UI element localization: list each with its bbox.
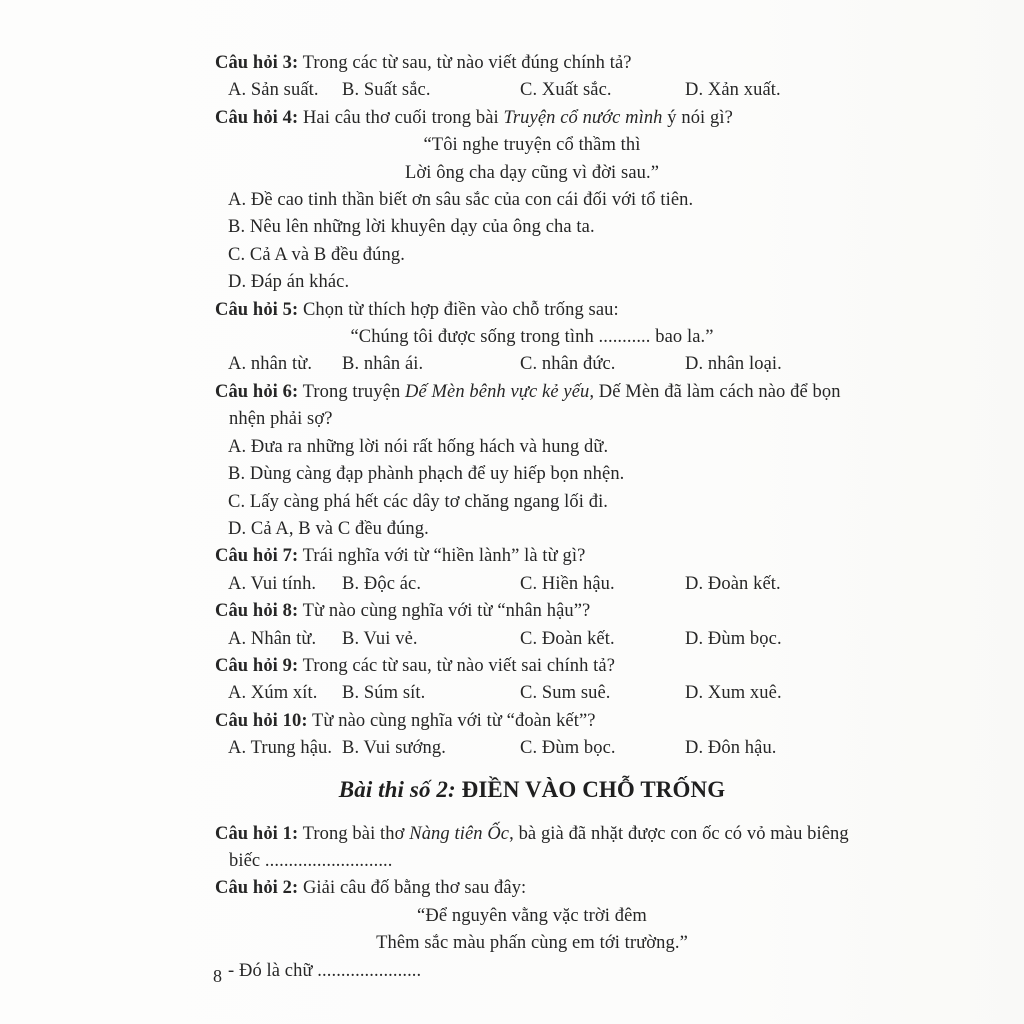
answer-option: D. Đôn hậu.: [685, 738, 777, 759]
question-6-option-a: A. Đưa ra những lời nói rất hống hách và hung dữ.: [228, 436, 609, 457]
answer-option: C. Hiền hậu.: [520, 573, 615, 594]
question-9: [215, 653, 849, 680]
answer-option: D. nhân loại.: [685, 354, 782, 375]
answer-option: C. Sum suê.: [520, 683, 611, 704]
poem-line: Thêm sắc màu phấn cùng em tới trường.”: [376, 933, 688, 954]
answer-option: B. Độc ác.: [342, 573, 422, 594]
answer-option: A. Trung hậu.: [228, 738, 333, 759]
text-segment: Trong bài thơ: [298, 823, 410, 844]
question-7: [215, 543, 849, 570]
question-label: Câu hỏi 8:: [215, 601, 299, 622]
question-label: Câu hỏi 2:: [215, 878, 299, 899]
question-10: [215, 708, 849, 735]
question-6-option-c: C. Lấy càng phá hết các dây tơ chăng ngang lối đi.: [228, 491, 609, 512]
answer-option: B. Súm sít.: [342, 683, 426, 704]
answer-option: D. Đùm bọc.: [685, 628, 782, 649]
question-9-options: [215, 680, 849, 707]
question-label: Bài thi số 2:: [338, 776, 456, 802]
answer-option: A. nhân từ.: [228, 354, 313, 375]
answer-option: A. Xúm xít.: [228, 683, 318, 704]
page-number: 8: [213, 966, 222, 986]
text-segment: Dế Mèn bênh vực kẻ yếu,: [405, 381, 595, 402]
text-segment: Giải câu đố bằng thơ sau đây:: [298, 878, 527, 899]
part2-question-1: [215, 821, 849, 876]
text-segment: Trái nghĩa với từ “hiền lành” là từ gì?: [298, 546, 586, 567]
text-segment: ý nói gì?: [662, 107, 733, 128]
answer-option: A. Sản suất.: [228, 80, 319, 101]
question-3: [215, 50, 849, 77]
text-segment: Từ nào cùng nghĩa với từ “nhân hậu”?: [298, 601, 591, 622]
question-4-option-d: D. Đáp án khác.: [228, 272, 350, 293]
section-heading: [215, 775, 849, 805]
answer-option: C. nhân đức.: [520, 354, 616, 375]
text-segment: , bà già đã nhặt được con ốc có vỏ màu biêng biếc ...........................: [229, 823, 849, 871]
answer-option: C. Xuất sắc.: [520, 80, 612, 101]
answer-option: C. Đoàn kết.: [520, 628, 615, 649]
text-segment: Truyện cổ nước mình: [503, 107, 663, 128]
question-label: Câu hỏi 7:: [215, 546, 299, 567]
question-5: [215, 297, 849, 324]
question-label: Câu hỏi 4:: [215, 107, 299, 128]
question-4-option-b: B. Nêu lên những lời khuyên dạy của ông cha ta.: [228, 217, 595, 238]
question-3-options: [215, 77, 849, 104]
question-6-option-d: D. Cả A, B và C đều đúng.: [228, 518, 429, 539]
question-4: [215, 105, 849, 132]
question-6: [215, 379, 849, 434]
question-6-option-b: B. Dùng càng đạp phành phạch để uy hiếp bọn nhện.: [228, 464, 625, 485]
question-7-options: [215, 571, 849, 598]
text-segment: Hai câu thơ cuối trong bài: [298, 107, 504, 128]
answer-option: B. Vui vẻ.: [342, 628, 418, 649]
text-segment: Trong các từ sau, từ nào viết sai chính tả?: [298, 655, 616, 676]
question-label: Câu hỏi 9:: [215, 655, 299, 676]
question-8-options: [215, 626, 849, 653]
question-label: Câu hỏi 5:: [215, 299, 299, 320]
question-4-option-c: C. Cả A và B đều đúng.: [228, 244, 405, 265]
question-10-options: [215, 735, 849, 762]
answer-option: D. Xum xuê.: [685, 683, 782, 704]
question-label: Câu hỏi 1:: [215, 823, 299, 844]
document-content: [215, 50, 849, 985]
answer-option: B. Vui sướng.: [342, 738, 446, 759]
text-segment: Trong các từ sau, từ nào viết đúng chính tả?: [298, 53, 632, 73]
answer-option: D. Đoàn kết.: [685, 573, 781, 594]
text-segment: Nàng tiên Ốc: [409, 823, 510, 844]
text-segment: Chọn từ thích hợp điền vào chỗ trống sau:: [298, 299, 619, 320]
question-8: [215, 598, 849, 625]
answer-option: D. Xản xuất.: [685, 80, 781, 101]
answer-option: A. Nhân từ.: [228, 628, 317, 649]
answer-option: C. Đùm bọc.: [520, 738, 616, 759]
answer-option: A. Vui tính.: [228, 573, 317, 594]
fill-in-answer-line: - Đó là chữ ......................: [228, 960, 422, 981]
answer-option: B. nhân ái.: [342, 354, 424, 375]
question-label: Câu hỏi 3:: [215, 53, 299, 73]
question-label: Câu hỏi 6:: [215, 381, 299, 402]
question-label: ĐIỀN VÀO CHỖ TRỐNG: [455, 776, 726, 802]
question-4-option-a: A. Đề cao tinh thần biết ơn sâu sắc của con cái đối với tổ tiên.: [228, 190, 694, 211]
text-segment: Dế Mèn đã làm cách nào để bọn nhện phải sợ?: [229, 381, 841, 430]
text-segment: Từ nào cùng nghĩa với từ “đoàn kết”?: [307, 710, 596, 731]
quote-line: “Chúng tôi được sống trong tình ........... bao la.”: [350, 327, 714, 348]
poem-line: “Tôi nghe truyện cổ thầm thì: [423, 135, 641, 156]
part2-question-2: [215, 875, 849, 902]
answer-option: B. Suất sắc.: [342, 80, 431, 101]
poem-line: Lời ông cha dạy cũng vì đời sau.”: [404, 162, 660, 183]
poem-line: “Để nguyên vằng vặc trời đêm: [417, 905, 647, 926]
text-segment: Trong truyện: [298, 381, 406, 402]
question-label: Câu hỏi 10:: [215, 710, 308, 731]
question-5-options: [215, 351, 849, 378]
